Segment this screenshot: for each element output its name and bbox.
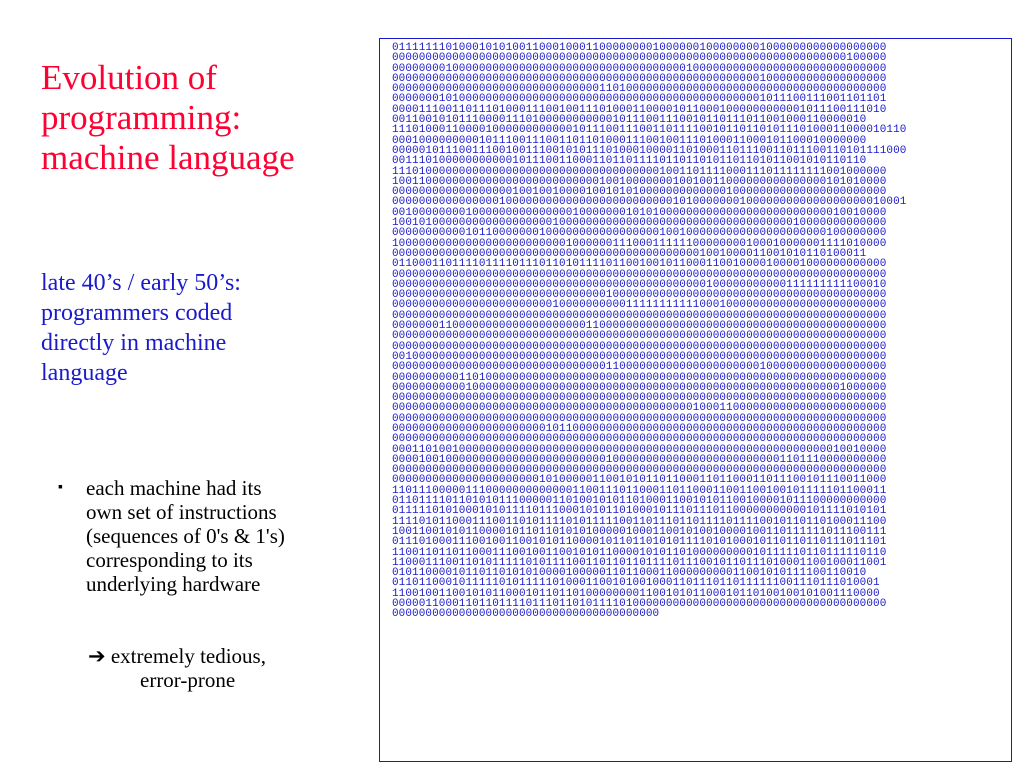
slide-subtitle: late 40’s / early 50’s: programmers coded directly in machine language [41, 270, 241, 386]
consequence-text-line2: error-prone [140, 668, 236, 692]
machine-code-panel [379, 38, 1012, 762]
consequence-text-line1: extremely tedious, [105, 644, 266, 668]
consequence-note [88, 644, 348, 692]
bullet-text: each machine had its own set of instructions (sequences of 0's & 1's) corresponding to its underlying hardware [86, 476, 285, 596]
square-bullet-icon: ▪ [58, 480, 63, 495]
right-arrow-icon: ➔ [88, 644, 106, 668]
binary-dump: 01111111010001010100110001000110000000010000001000000001000000000000000000 00000000000000000000000000000000000000000000000000000000000000000000100000 00000000100000000000000000000000000000000000100000000000000000000000000000 00000000000000000000000000000000000000000000000000000001000000000000000000 00000000000000000000000000000001101000000000000000000000000000000000000000 00000001010000000000000000000000000000000000000000000001011100111001101101 00001110011011101000111001001110100011000010110001000000000001011100111010 00110010101110000111010000000000010111001110010110111011001000110000010 11101000110000100000000000010111001110011011110010110110101110100011000010110 00010000000001011100111001101101000111001001110100011000101100010000000 00000101110011100100111001010111010001000011010001101110011011100110101111000 00111010000000000010111001100011011011110110110101101101011001010110110 11101000000000000000000000000000000000001001101111000111011111111001000000 10011000000000000000000000000001001000000010010011000000000000000101010000 00000000000000000010010010000100101010000000000000100000000000000000000000 00000000000000001000000000000000000000000010100000001000000000000000000010001 00100000000100000000000000010000000101010000000000000000000000000010010000 10010100000000000000000010000000000000000000000000000000000010000000000000 00000000000101100000001000000000000000001001000000000000000000000100000000 10000000000000000000000000100000011100011111100000000100010000001111010000 00000000000000000000000000000000000000000000001001000011001010110100011 01100011011110111101110110101111011001001011000110010000100001000000000000 00000000000000000000000000000000000000000000000000000000000000000000000000 00000000000000000000000000000000000000000000000100000000000111111111100010 00000000000000000000000000000000100000000000000000000000000000000000000000 00000000000000000000000010000000000111111111110001000000000000000000000000 00000000000000000000000000000000000000000000000000000000000000000000000000 00000001100000000000000000000110000000000000000000000000000000000000000000 00000000000000000000000000000000000000000000000000000000000000000000000000 00000000000000000000000000000000000000000000000000000000000000000000000000 00100000000000000000000000000000000000000000000000000000000000000000000000 00000000000000000000000000000000110000000000000000000001000000000000000000 00000000001101000000000000000000000000000000000000000000000000000000000000 00000000000100000000000000000000000000000000000000000000000000000001000000 00000000000000000000000000000000000000000000000000000000000000000000000000 00000000000000000000000000000000000000000000010001100000000000000000000000 00000000000000000000000000000000000000000000000000000000000000000000000000 00000000000000000000000101100000000000000000000000000000000000000000000000 00000000000000000000000000000000000000000000000000000000000000000000000000 00011010010000000000000000000000000000000000000000000000000000000010010000 00001001000000000000000000000000100000000000000000000000001101110000000000 00000000000000000000000000000000000000000000000000000000000000000000000000 00000000000000000000001010000011001010110110001101100011011100101110011000 11011100000111000000000000011001110110001101100011001100100101111101100011 01101111011010101110000011010010101101000110010101100100001011100000000000 01111101010001010111101110001010110100010111011101100000000000101111010101 11110101100011100110101111010111110011011101101111011110010110110100011100 10011001010110000101101101010100000100011001010010000100110111111011100111 01110100011100100110010101100001011011010101111010100010110110110111011101 11001101101100011100100110010101100001010110100000000010111110110111110110 11000111001101011111010111100110110110111101110010110111010001100100011001 01011000010110110101010000100000110110001100000000011001010111100110010 0110110001011111010111110100011001010010001101110110111111001110111010001 1100100110010101100010110110100000000110010101100010110100100101001110000 00000110001101101111011101101011110100000000000000000000000000000000000000 0000000000000000000000000000000000000000 [392, 42, 907, 621]
slide-title: Evolution of programming: machine language [41, 58, 295, 177]
